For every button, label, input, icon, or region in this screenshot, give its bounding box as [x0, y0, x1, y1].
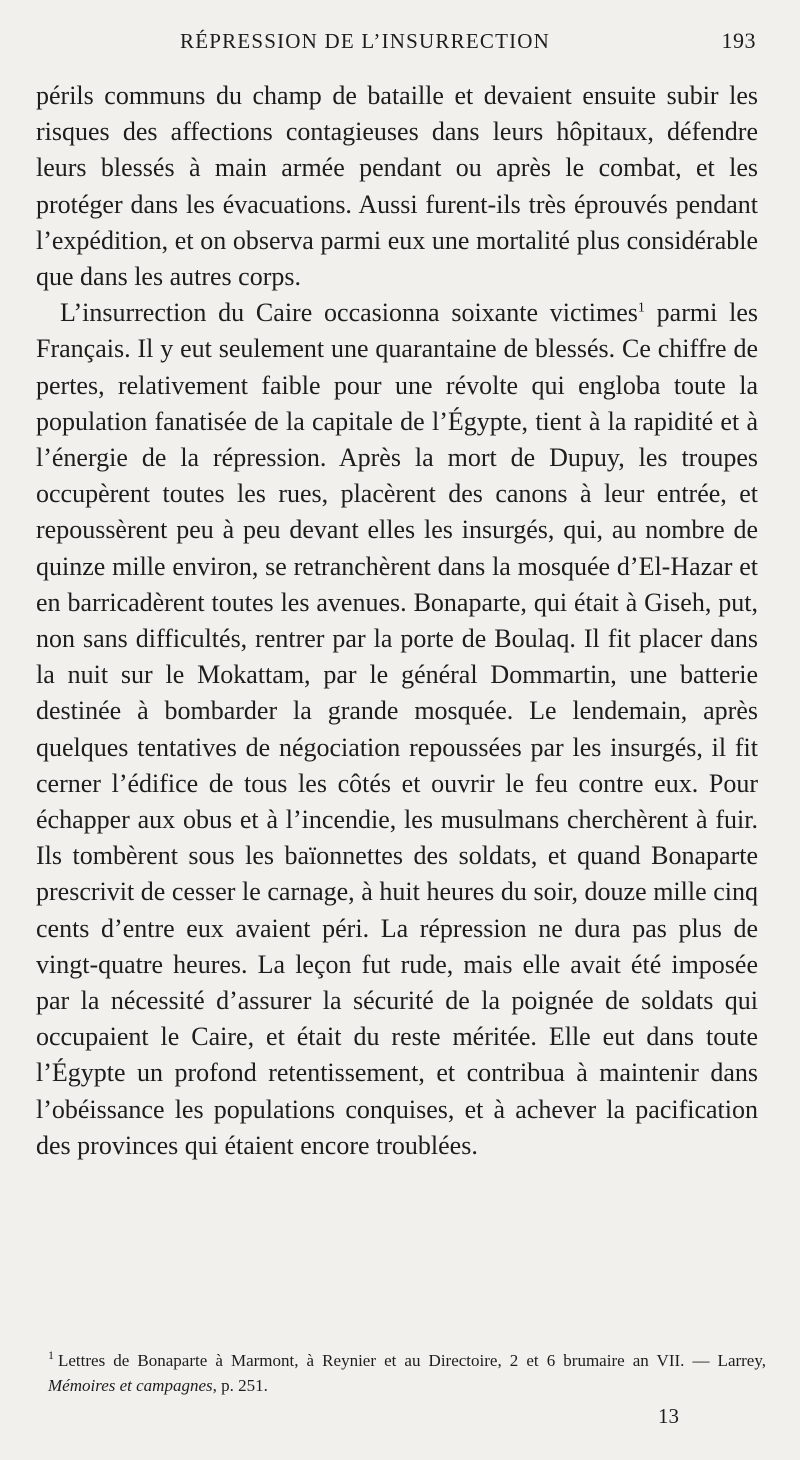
running-header [180, 28, 756, 58]
signature-mark: 13 [658, 1404, 679, 1428]
paragraph-2-rest: parmi les Français. Il y eut seulement une quarantaine de blessés. Ce chiffre de pertes, relativement faible pour une révolte qui engloba toute la population fanatisée de la capitale de l’Égypte, tient à la rapidité et à l’énergie de la répression. Après la mort de Dupuy, les troupes occupèrent toutes les rues, placèrent des canons à leur entrée, et repoussèrent peu à peu devant elles les insurgés, qui, au nombre de quinze mille environ, se retranchèrent dans la mosquée d’El-Hazar et en barricadèrent toutes les avenues. Bonaparte, qui était à Giseh, put, non sans difficultés, rentrer par la porte de Boulaq. Il fit placer dans la nuit sur le Mokattam, par le général Dommartin, une batterie destinée à bombarder la grande mosquée. Le lendemain, après quelques tentatives de négociation repoussées par les insurgés, il fit cerner l’édifice de tous les côtés et ouvrir le feu contre eux. Pour échapper aux obus et à l’incendie, les musulmans cherchèrent à fuir. Ils tombèrent sous les baïonnettes des soldats, et quand Bonaparte prescrivit de cesser le carnage, à huit heures du soir, douze mille cinq cents d’entre eux avaient péri. La répression ne dura pas plus de vingt-quatre heures. La leçon fut rude, mais elle avait été imposée par la nécessité d’assurer la sécurité de la poignée de soldats qui occupaient le Caire, et était du reste méritée. Elle eut dans toute l’Égypte un profond retentissement, et contribua à maintenir dans l’obéissance les populations conquises, et à achever la pacification des provinces qui étaient encore troublées. [36, 298, 758, 1160]
paragraph-1: périls communs du champ de bataille et devaient ensuite subir les risques des affections contagieuses dans leurs hôpitaux, défendre leurs blessés à main armée pendant ou après le combat, et les protéger dans les évacuations. Aussi furent-ils très éprouvés pendant l’expédition, et on observa parmi eux une mortalité plus considérable que dans les autres corps. [36, 81, 758, 292]
footnote [48, 1348, 766, 1398]
main-text [36, 78, 758, 1164]
footnote-italic-title: Mémoires et campagnes [48, 1376, 213, 1395]
paragraph-2 [36, 295, 758, 1164]
footnote-text-before-italic: Lettres de Bonaparte à Marmont, à Reynier et au Directoire, 2 et 6 brumaire an VII. — Larrey, [58, 1351, 766, 1370]
footnote-marker: 1 [48, 1348, 54, 1363]
footnote-reference: 1 [637, 300, 645, 316]
running-title: RÉPRESSION DE L’INSURRECTION [180, 29, 551, 53]
paragraph-2-start: L’insurrection du Caire occasionna soixante victimes [60, 298, 638, 328]
footnote-text-after-italic: , p. 251. [212, 1376, 268, 1395]
page-number: 193 [721, 28, 756, 53]
